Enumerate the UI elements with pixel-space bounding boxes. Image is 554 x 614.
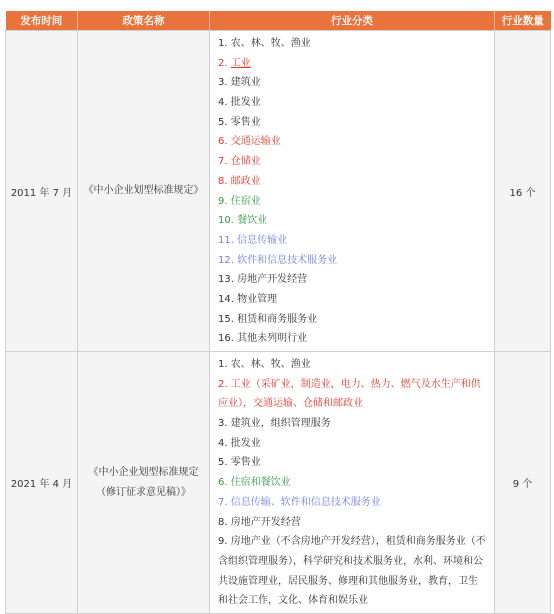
category-item <box>218 329 486 349</box>
category-item <box>218 152 486 172</box>
industry-classification-table <box>5 11 551 614</box>
category-item <box>218 310 486 330</box>
category-number: 6. <box>218 477 228 489</box>
table-row <box>6 31 551 352</box>
industry-count-cell: 16 个 <box>495 31 551 352</box>
policy-name: 《中小企业划型标准规定 <box>88 466 199 478</box>
category-item <box>218 532 486 611</box>
category-item <box>218 132 486 152</box>
category-number: 3. <box>218 418 228 430</box>
category-text: 信息传输、软件和信息技术服务业 <box>230 496 381 508</box>
category-number: 8. <box>218 516 228 528</box>
category-item <box>218 473 486 493</box>
category-text: 工业 <box>230 57 251 69</box>
release-date-cell: 2021 年 4 月 <box>6 352 78 614</box>
category-number: 10. <box>218 215 234 227</box>
release-date-cell: 2011 年 7 月 <box>6 31 78 352</box>
category-number: 4. <box>218 437 228 449</box>
category-list <box>218 355 486 611</box>
table-row <box>6 352 551 614</box>
category-number: 9. <box>218 195 228 207</box>
policy-name: 《中小企业划型标准规定》 <box>83 185 204 196</box>
category-number: 1. <box>218 359 228 370</box>
category-text: 房地产开发经营 <box>237 274 308 286</box>
category-item <box>218 93 486 113</box>
category-number: 4. <box>218 97 228 109</box>
category-number: 8. <box>218 175 228 187</box>
category-number: 7. <box>218 156 228 168</box>
category-item <box>218 73 486 93</box>
category-text: 餐饮业 <box>237 215 268 227</box>
category-text: 住宿和餐饮业 <box>230 477 291 489</box>
category-number: 2. <box>218 378 228 390</box>
category-item <box>218 434 486 454</box>
category-item <box>218 375 486 414</box>
category-number: 6. <box>218 136 228 148</box>
category-item <box>218 270 486 290</box>
category-text: 房地产业（不含房地产开发经营），租赁和商务服务业（不含组织管理服务），科学研究和技术服务业，水利、环境和公共设施管理业，居民服务、修理和其他服务业，教育，卫生和社会工作，文化、体育和娱乐业 <box>218 536 486 607</box>
category-number: 5. <box>218 116 228 128</box>
category-text: 农、林、牧、渔业 <box>230 38 311 49</box>
category-text: 交通运输业 <box>230 136 281 148</box>
category-item <box>218 251 486 271</box>
category-text: 租赁和商务服务业 <box>237 313 318 325</box>
category-item <box>218 414 486 434</box>
category-number: 13. <box>218 274 234 286</box>
policy-name-cell <box>78 352 210 614</box>
category-text: 农、林、牧、渔业 <box>230 359 311 370</box>
category-item <box>218 453 486 473</box>
category-item <box>218 355 486 375</box>
category-item <box>218 231 486 251</box>
category-text: 批发业 <box>230 97 261 109</box>
category-item <box>218 192 486 212</box>
category-number: 11. <box>218 234 234 246</box>
category-number: 3. <box>218 77 228 89</box>
category-text: 批发业 <box>230 437 261 449</box>
category-number: 16. <box>218 333 234 345</box>
category-number: 9. <box>218 536 228 548</box>
category-item <box>218 34 486 54</box>
header-policy-name: 政策名称 <box>78 11 210 31</box>
category-item <box>218 290 486 310</box>
category-text: 软件和信息技术服务业 <box>237 254 338 266</box>
table-header-row <box>6 11 551 31</box>
category-item <box>218 493 486 513</box>
category-number: 5. <box>218 457 228 469</box>
category-text: 建筑业 <box>230 77 261 89</box>
policy-name-subtitle: （修订征求意见稿）》 <box>96 486 191 498</box>
category-text: 其他未列明行业 <box>237 333 308 345</box>
category-number: 2. <box>218 57 228 69</box>
category-item <box>218 211 486 231</box>
policy-name-cell <box>78 31 210 352</box>
category-item <box>218 513 486 533</box>
category-text: 零售业 <box>230 116 261 128</box>
category-number: 14. <box>218 293 234 305</box>
category-list <box>218 34 486 349</box>
category-text: 建筑业，组织管理服务 <box>230 418 331 430</box>
category-number: 15. <box>218 313 234 325</box>
category-text: 物业管理 <box>237 293 278 305</box>
category-item <box>218 54 486 74</box>
industry-count-cell: 9 个 <box>495 352 551 614</box>
category-text: 住宿业 <box>230 195 261 207</box>
category-item <box>218 172 486 192</box>
industry-category-cell <box>210 31 495 352</box>
header-industry-count: 行业数量 <box>495 11 551 31</box>
category-text: 邮政业 <box>230 175 261 187</box>
industry-category-cell <box>210 352 495 614</box>
category-text: 房地产开发经营 <box>230 516 301 528</box>
category-text: 仓储业 <box>230 156 261 168</box>
category-text: 零售业 <box>230 457 261 469</box>
category-number: 12. <box>218 254 234 266</box>
header-release-date: 发布时间 <box>6 11 78 31</box>
category-text: 工业（采矿业，制造业，电力、热力、燃气及水生产和供应业），交通运输、仓储和邮政业 <box>218 378 481 410</box>
category-text: 信息传输业 <box>237 234 288 246</box>
category-number: 7. <box>218 496 228 508</box>
category-number: 1. <box>218 38 228 49</box>
category-item <box>218 113 486 133</box>
header-industry-category: 行业分类 <box>210 11 495 31</box>
